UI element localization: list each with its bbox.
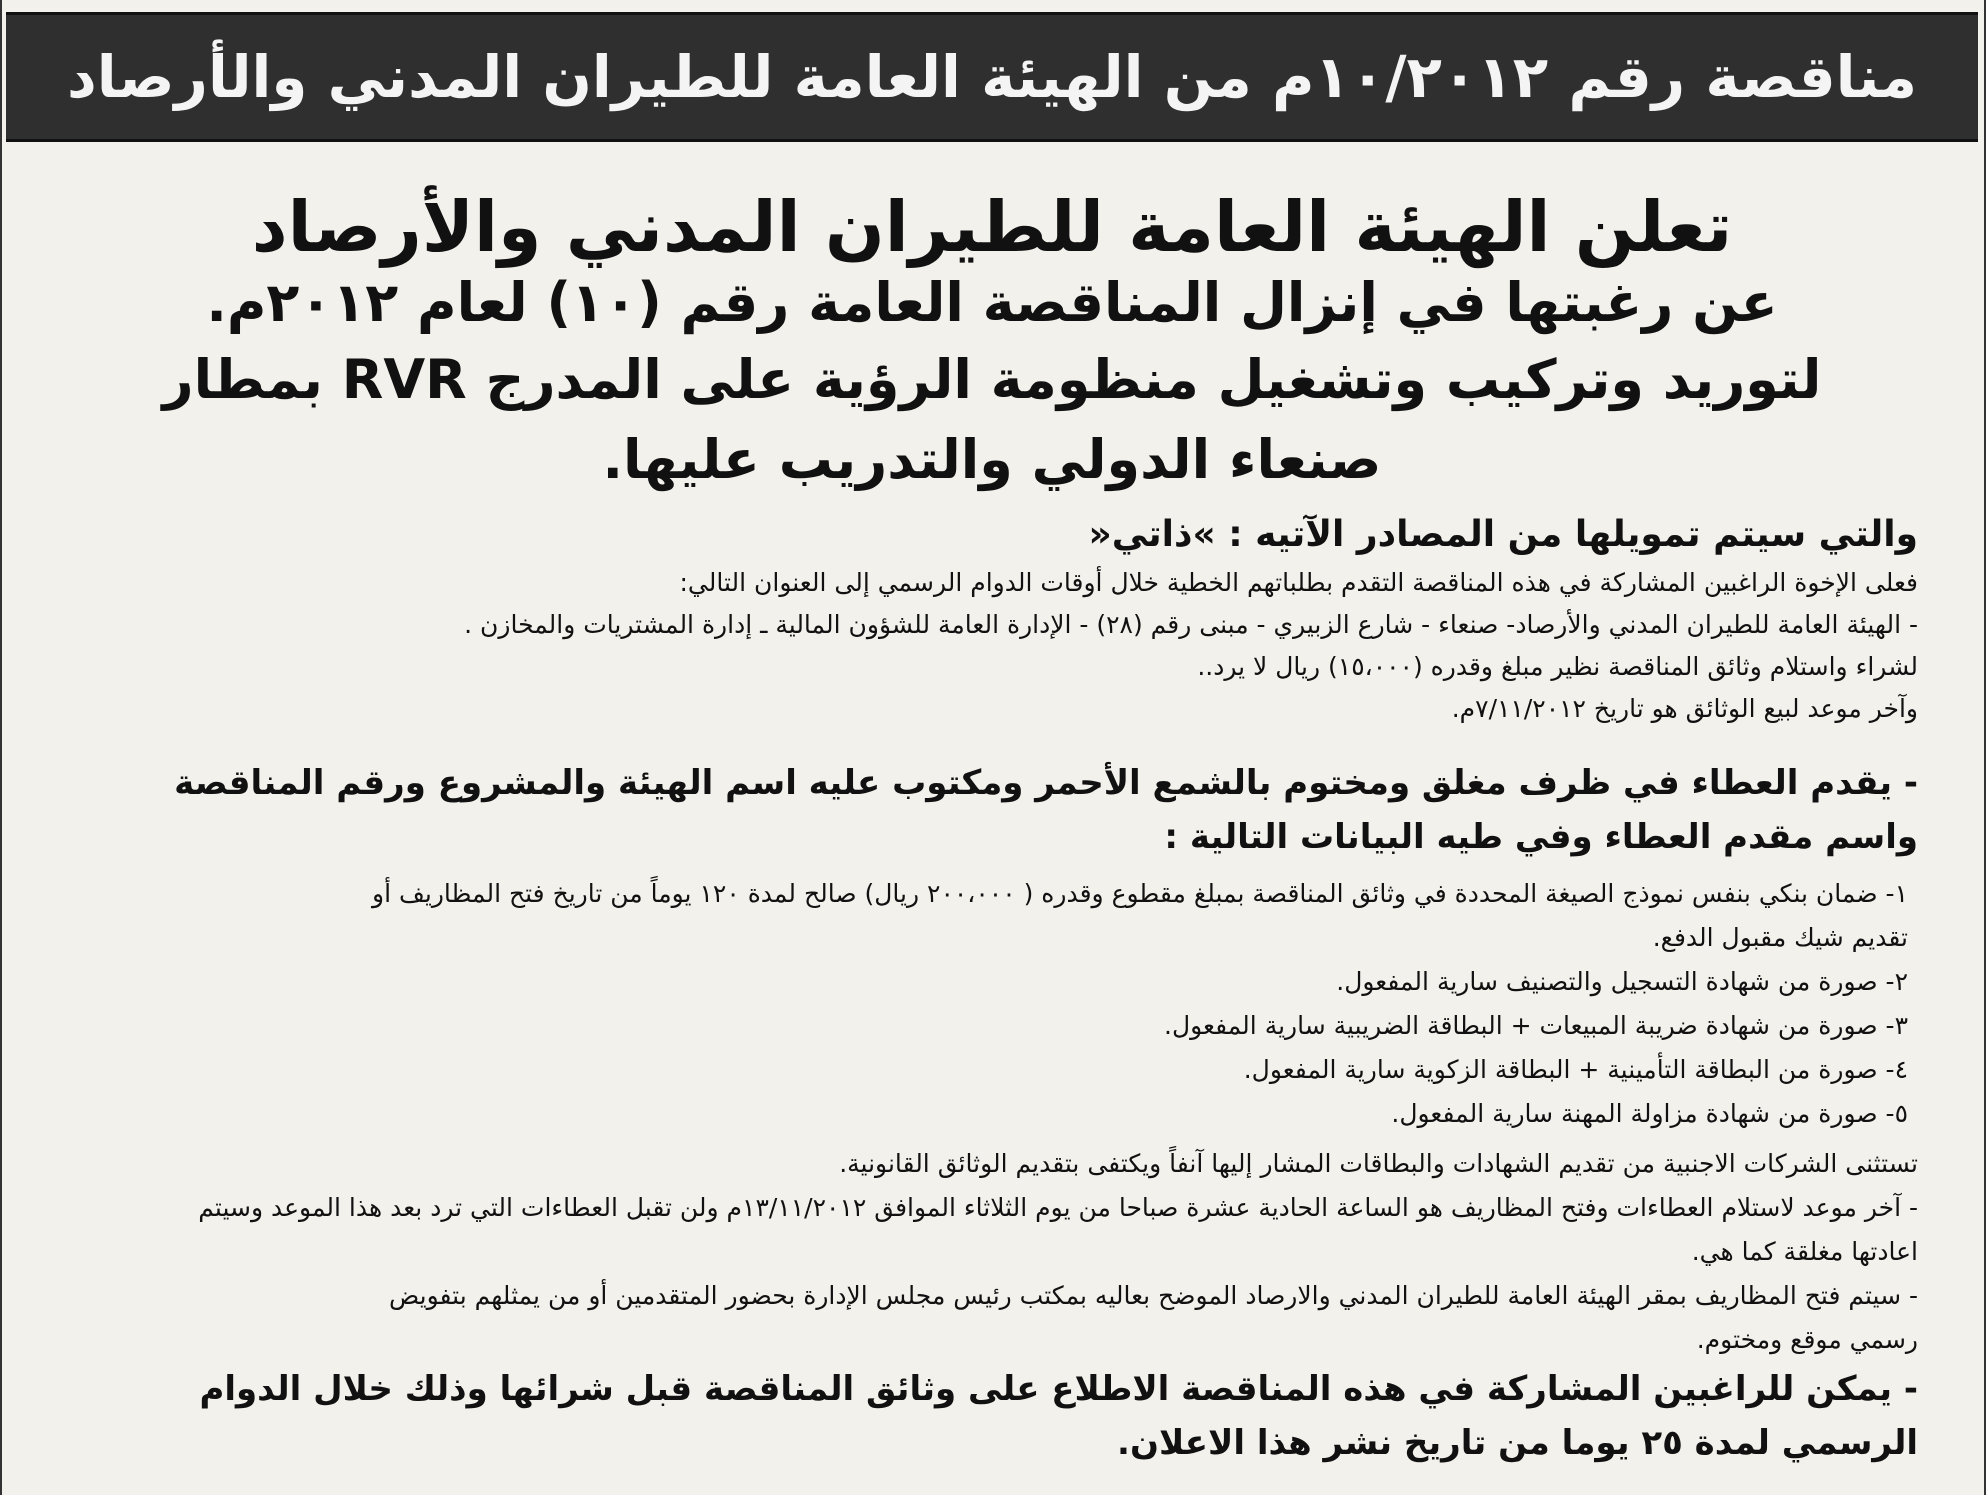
requirements-list [56,872,1918,1136]
address-line: - الهيئة العامة للطيران المدني والأرصاد- صنعاء - شارع الزبيري - مبنى رقم (٢٨) - الإدارة العامة للشؤون المالية ـ إدارة المشتريات والمخازن . [464,610,1918,639]
purchase-line: لشراء واستلام وثائق المناقصة نظير مبلغ وقدره (١٥،٠٠٠) ريال لا يرد.. [1197,652,1918,681]
bid-submission [56,756,1918,864]
list-item: ٤- صورة من البطاقة التأمينية + البطاقة الزكوية سارية المفعول. [1243,1055,1908,1084]
bid-submission-line-2: واسم مقدم العطاء وفي طيه البيانات التالية : [1164,817,1918,857]
announcement-body [6,142,1978,1482]
apply-intro: فعلى الإخوة الراغبين المشاركة في هذه المناقصة التقدم بطلباتهم الخطية خلال أوقات الدوام الرسمي إلى العنوان التالي: [679,568,1918,597]
bid-submission-line-1: - يقدم العطاء في ظرف مغلق ومختوم بالشمع الأحمر ومكتوب عليه اسم الهيئة والمشروع ورقم المناقصة [174,763,1918,803]
closing-section [56,1142,1918,1470]
bids-deadline-line-2: اعادتها مغلقة كما هي. [1691,1237,1918,1266]
review-line-2: الرسمي لمدة ٢٥ يوما من تاريخ نشر هذا الاعلان. [1117,1423,1918,1463]
bids-deadline-line-1: - آخر موعد لاستلام العطاءات وفتح المظاريف هو الساعة الحادية عشرة صباحا من يوم الثلاثاء الموافق ١٣/١١/٢٠١٢م ولن تقبل العطاءات التي ترد بعد هذا الموعد وسيتم [198,1193,1918,1222]
foreign-exemption: تستثنى الشركات الاجنبية من تقديم الشهادات والبطاقات المشار إليها آنفاً ويكتفى بتقديم الوثائق القانونية. [839,1149,1918,1178]
opening-line-1: - سيتم فتح المظاريف بمقر الهيئة العامة للطيران المدني والارصاد الموضح بعاليه بمكتب رئيس مجلس الإدارة بحضور المتقدمين أو من يمثلهم بتفويض [389,1281,1918,1310]
opening-line-2: رسمي موقع ومختوم. [1696,1325,1918,1354]
announcement-subline-project: لتوريد وتركيب وتشغيل منظومة الرؤية على المدرج RVR بمطار صنعاء الدولي والتدريب عليها. [162,348,1822,491]
announcement-subline-tender: عن رغبتها في إنزال المناقصة العامة رقم (١٠) لعام ٢٠١٢م. [206,271,1778,334]
review-line-1: - يمكن للراغبين المشاركة في هذه المناقصة الاطلاع على وثائق المناقصة قبل شرائها وذلك خلال الدوام [199,1369,1918,1409]
list-item: ٥- صورة من شهادة مزاولة المهنة سارية المفعول. [1391,1099,1908,1128]
list-item: ١- ضمان بنكي بنفس نموذج الصيغة المحددة في وثائق المناقصة بمبلغ مقطوع وقدره ( ٢٠٠،٠٠٠ ريال) صالح لمدة ١٢٠ يوماً من تاريخ فتح المظاريف أو [372,879,1908,908]
funding-line: والتي سيتم تمويلها من المصادر الآتيه : »ذاتي« [1088,514,1918,555]
list-item: ٣- صورة من شهادة ضريبة المبيعات + البطاقة الضريبية سارية المفعول. [1164,1011,1908,1040]
announcement-headline: تعلن الهيئة العامة للطيران المدني والأرصاد [251,186,1733,268]
application-section [56,562,1918,730]
tender-banner [6,12,1978,142]
banner-title: مناقصة رقم ١٠/٢٠١٢م من الهيئة العامة للطيران المدني والأرصاد [66,43,1918,111]
docs-deadline: وآخر موعد لبيع الوثائق هو تاريخ ٧/١١/٢٠١٢م. [1451,694,1918,723]
list-item: ٢- صورة من شهادة التسجيل والتصنيف سارية المفعول. [1336,967,1908,996]
list-item: تقديم شيك مقبول الدفع. [1652,923,1908,952]
